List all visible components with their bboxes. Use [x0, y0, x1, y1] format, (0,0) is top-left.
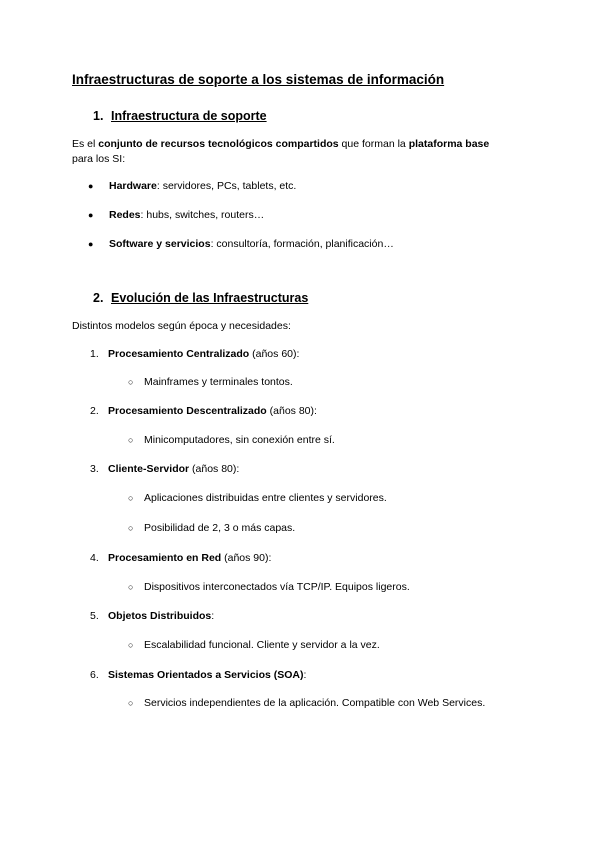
- item-bold: Procesamiento en Red: [108, 552, 222, 564]
- item-bold: Procesamiento Centralizado: [108, 348, 250, 360]
- bullet-bold: Redes: [109, 209, 141, 221]
- section-1-intro: [72, 137, 489, 167]
- section-2-title: Evolución de las Infraestructuras: [111, 291, 309, 305]
- item-number: 1.: [90, 348, 99, 360]
- bullet-icon: ●: [88, 210, 94, 220]
- section-2-intro: Distintos modelos según época y necesidades:: [72, 320, 291, 332]
- bullet-item: [88, 238, 394, 250]
- sub-bullet-item: [128, 581, 410, 593]
- sub-bullet-item: [128, 376, 293, 388]
- item-text: (años 60):: [249, 348, 300, 360]
- intro-text: que forman la: [338, 138, 409, 150]
- intro-text: para los SI:: [72, 153, 126, 165]
- intro-bold: conjunto de recursos tecnológicos compartidos: [98, 138, 339, 150]
- item-bold: Objetos Distribuidos: [108, 610, 212, 622]
- sub-bullet-text: Escalabilidad funcional. Cliente y servidor a la vez.: [144, 639, 380, 651]
- bullet-icon: ●: [88, 239, 94, 249]
- item-bold: Procesamiento Descentralizado: [108, 405, 267, 417]
- item-number: 2.: [90, 405, 99, 417]
- bullet-text: : consultoría, formación, planificación…: [210, 238, 394, 250]
- intro-text: Es el: [72, 138, 99, 150]
- numbered-item: [90, 348, 299, 360]
- sub-bullet-icon: ○: [128, 523, 134, 533]
- item-bold: Sistemas Orientados a Servicios (SOA): [108, 669, 304, 681]
- bullet-item: [88, 209, 264, 221]
- sub-bullet-text: Minicomputadores, sin conexión entre sí.: [144, 434, 335, 446]
- intro-bold: plataforma base: [408, 138, 490, 150]
- sub-bullet-icon: ○: [128, 640, 134, 650]
- section-2-number: 2.: [93, 291, 104, 305]
- sub-bullet-text: Aplicaciones distribuidas entre clientes y servidores.: [144, 492, 387, 504]
- item-text: :: [303, 669, 307, 681]
- bullet-text: : servidores, PCs, tablets, etc.: [156, 180, 297, 192]
- sub-bullet-icon: ○: [128, 493, 134, 503]
- numbered-item: [90, 463, 239, 475]
- item-text: (años 90):: [221, 552, 272, 564]
- item-text: :: [211, 610, 215, 622]
- bullet-text: : hubs, switches, routers…: [140, 209, 265, 221]
- item-text: (años 80):: [189, 463, 240, 475]
- sub-bullet-item: [128, 697, 485, 709]
- sub-bullet-icon: ○: [128, 377, 134, 387]
- sub-bullet-item: [128, 434, 335, 446]
- item-number: 5.: [90, 610, 99, 622]
- section-1-number: 1.: [93, 109, 104, 123]
- sub-bullet-icon: ○: [128, 435, 134, 445]
- sub-bullet-text: Posibilidad de 2, 3 o más capas.: [144, 522, 296, 534]
- section-1-title: Infraestructura de soporte: [111, 109, 267, 123]
- sub-bullet-text: Servicios independientes de la aplicación. Compatible con Web Services.: [144, 697, 486, 709]
- sub-bullet-text: Dispositivos interconectados vía TCP/IP. Equipos ligeros.: [144, 581, 410, 593]
- sub-bullet-icon: ○: [128, 698, 134, 708]
- item-number: 3.: [90, 463, 99, 475]
- document-title: Infraestructuras de soporte a los sistemas de información: [72, 72, 445, 87]
- sub-bullet-icon: ○: [128, 582, 134, 592]
- item-bold: Cliente-Servidor: [108, 463, 190, 475]
- numbered-item: [90, 552, 271, 564]
- sub-bullet-item: [128, 522, 295, 534]
- item-number: 4.: [90, 552, 99, 564]
- section-2-heading: [93, 291, 308, 305]
- item-text: (años 80):: [266, 405, 317, 417]
- bullet-bold: Software y servicios: [109, 238, 211, 250]
- sub-bullet-item: [128, 492, 387, 504]
- bullet-item: [88, 180, 296, 192]
- numbered-item: [90, 610, 214, 622]
- sub-bullet-item: [128, 639, 380, 651]
- sub-bullet-text: Mainframes y terminales tontos.: [144, 376, 293, 388]
- section-1-heading: [93, 109, 267, 123]
- bullet-icon: ●: [88, 181, 94, 191]
- numbered-item: [90, 405, 317, 417]
- item-number: 6.: [90, 669, 99, 681]
- bullet-bold: Hardware: [109, 180, 157, 192]
- numbered-item: [90, 669, 306, 681]
